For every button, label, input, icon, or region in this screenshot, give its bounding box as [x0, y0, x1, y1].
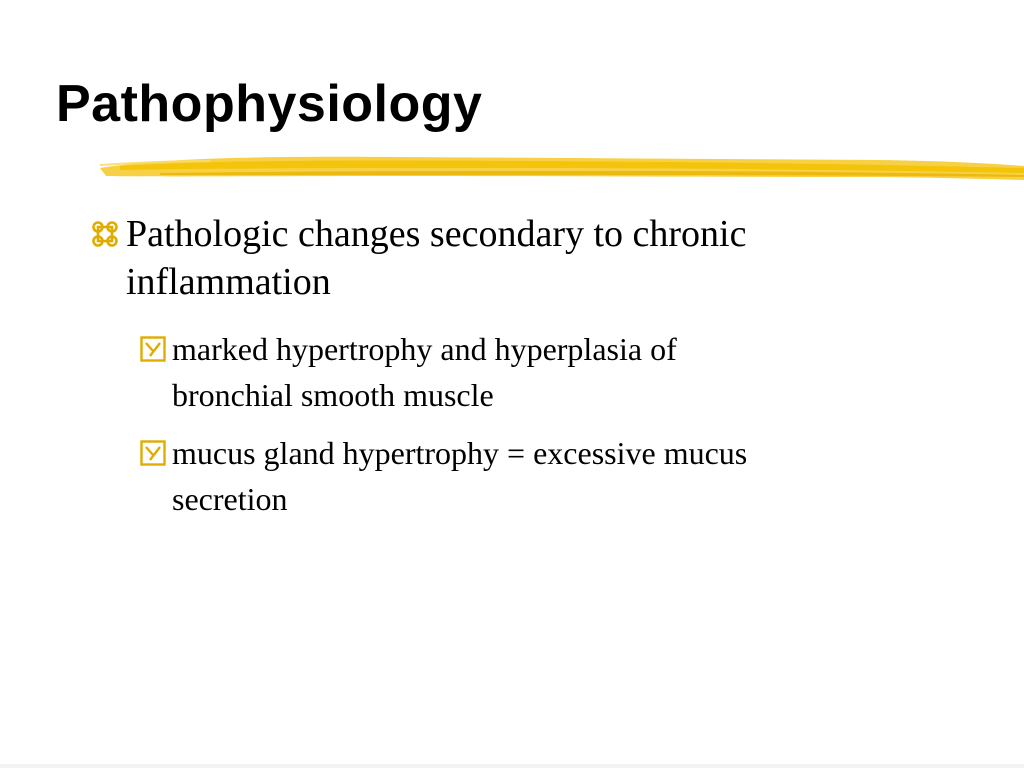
- sub-bullet-list-2: [140, 430, 910, 522]
- title-underline-brushstroke: [100, 146, 1024, 190]
- sub-bullet-text-line2: secretion: [172, 481, 288, 517]
- command-key-icon: [90, 210, 126, 258]
- sub-bullet-text-line2: bronchial smooth muscle: [172, 377, 494, 413]
- bottom-divider: [0, 764, 1024, 768]
- bullet-text-line2: inflammation: [126, 261, 331, 303]
- checkbox-y-icon: [140, 430, 172, 476]
- sub-bullet-text-line1: mucus gland hypertrophy = excessive mucus: [172, 435, 748, 471]
- checkbox-y-icon: [140, 326, 172, 372]
- bullet-text-line1: Pathologic changes secondary to chronic: [126, 213, 747, 255]
- sub-bullet-item: [140, 326, 910, 418]
- bullet-level1: [90, 210, 910, 306]
- sub-bullet-item: [140, 430, 910, 522]
- sub-bullet-list: [140, 326, 910, 418]
- sub-bullet-text-line1: marked hypertrophy and hyperplasia of: [172, 331, 677, 367]
- slide-title: Pathophysiology: [56, 75, 483, 133]
